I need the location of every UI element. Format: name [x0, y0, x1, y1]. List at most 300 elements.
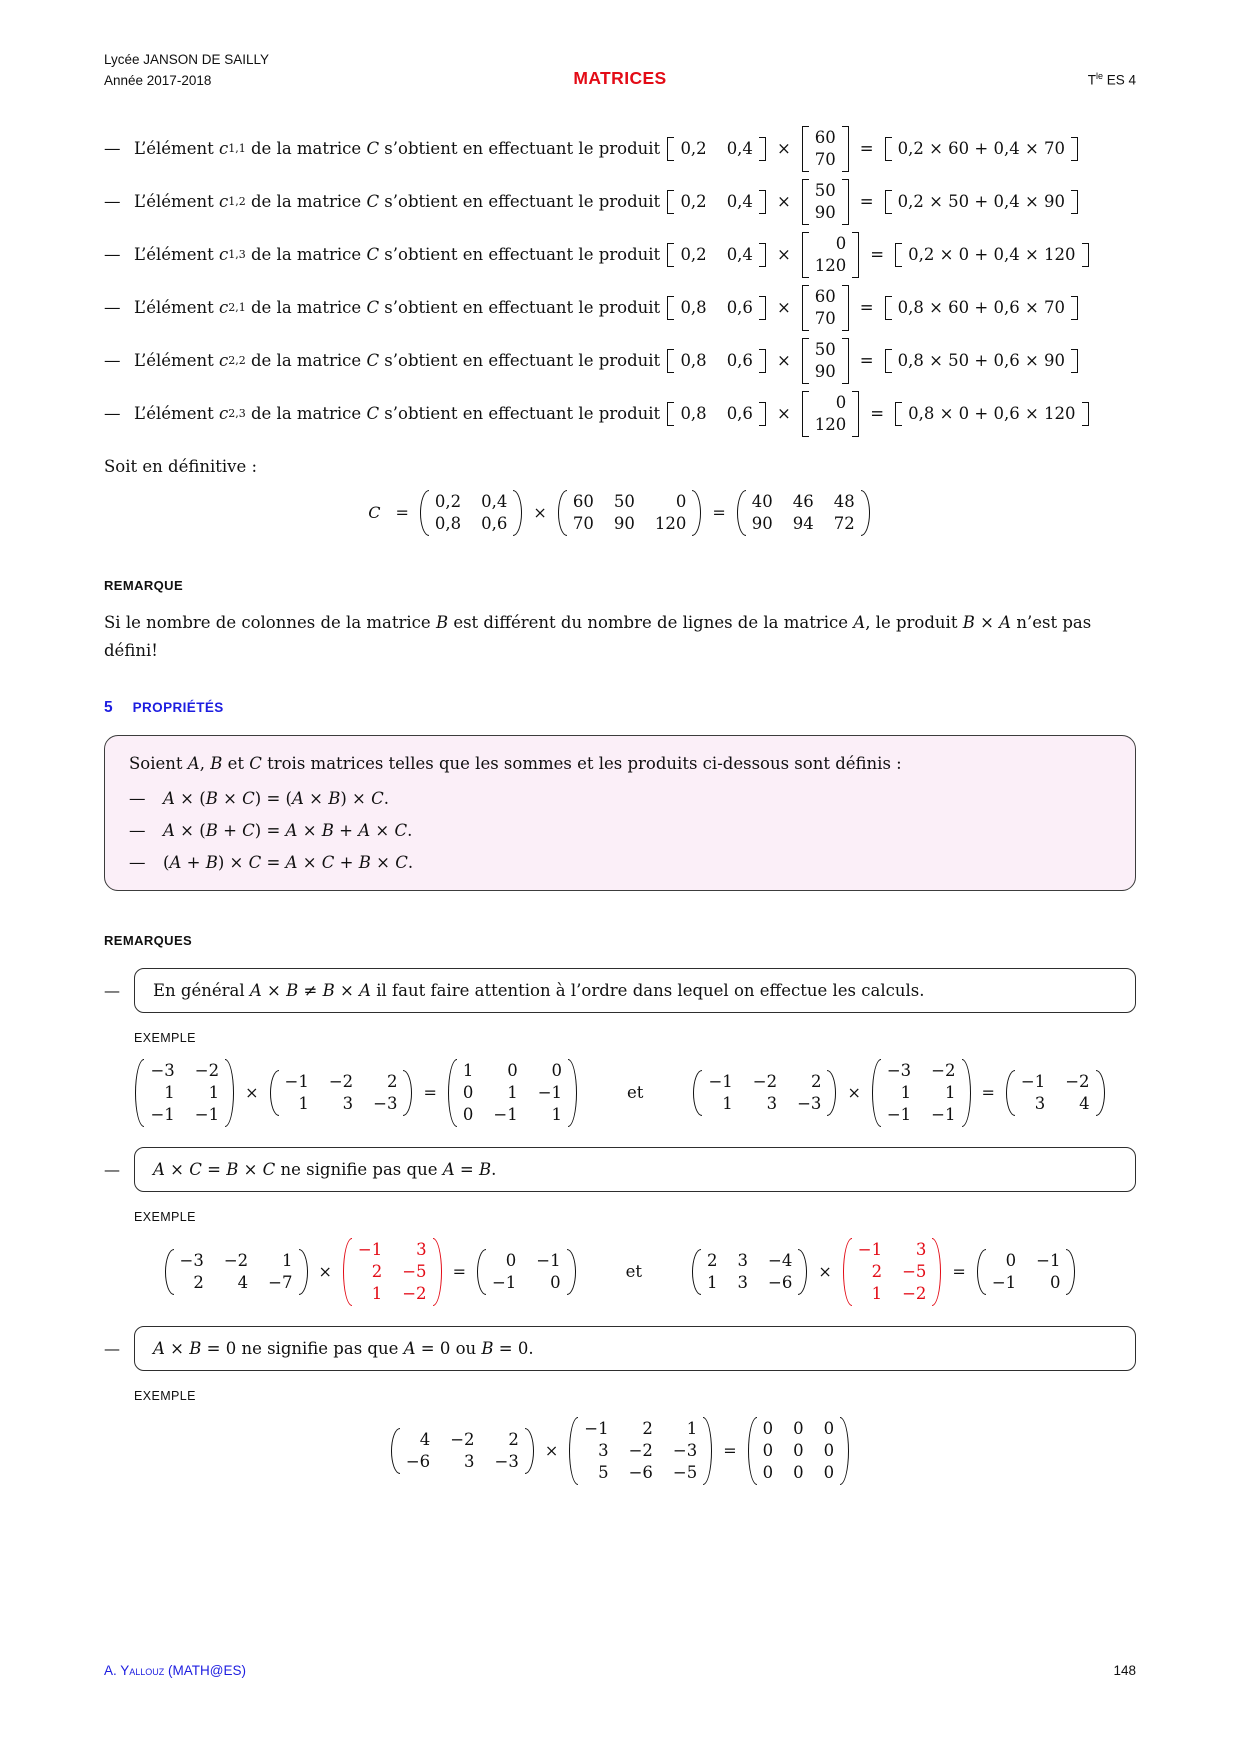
- bracket-left: [737, 490, 746, 536]
- text: .: [383, 788, 390, 808]
- bracket-left: [667, 190, 674, 214]
- matrix-cell: −6: [405, 1451, 431, 1471]
- bracket-left: [802, 285, 809, 331]
- text: L’élément: [134, 192, 219, 212]
- matrix: [270, 1070, 413, 1116]
- math-var: A: [291, 788, 304, 808]
- matrix-cell: 0,2: [680, 191, 707, 211]
- matrix-cells: [174, 1249, 299, 1295]
- matrix-cells: [892, 349, 1071, 373]
- text: ≠: [298, 980, 323, 1000]
- matrix-cells: [852, 1238, 933, 1306]
- text: .: [491, 1159, 497, 1179]
- matrix-cell: 0,2 × 50 + 0,4 × 90: [897, 191, 1066, 211]
- matrix-cell: 1: [298, 1093, 309, 1113]
- text: [246, 298, 666, 317]
- bracket-left: [843, 1238, 852, 1306]
- matrix-cell: 0,8 × 50 + 0,6 × 90: [897, 350, 1066, 370]
- math-operator: =: [981, 1083, 995, 1103]
- math-operator: ×: [544, 1441, 559, 1461]
- bracket-right: [1096, 1070, 1105, 1116]
- text: ) ×: [340, 788, 372, 808]
- bracket-right: [759, 243, 766, 267]
- remarque-text: [104, 609, 1136, 665]
- properties-intro: [129, 754, 1111, 773]
- bullet-item: [104, 338, 1136, 384]
- matrix: [802, 338, 849, 384]
- subscript: 1,3: [228, 248, 246, 262]
- matrix-cells: [429, 490, 514, 536]
- matrix-cell: 0,8: [680, 297, 707, 317]
- math-operator: ×: [776, 139, 791, 159]
- matrix-cell: 4: [419, 1429, 431, 1449]
- matrix-cell: 94: [792, 513, 814, 533]
- matrix-cell: −3: [150, 1060, 175, 1080]
- math-var: C: [394, 820, 408, 840]
- math-var: B: [205, 852, 218, 872]
- math-var: C: [242, 820, 255, 840]
- matrix-cell: 0: [793, 1462, 804, 1482]
- matrix: [135, 1059, 234, 1127]
- text: Si le nombre de colonnes de la matrice: [104, 612, 436, 632]
- bracket-left: [977, 1249, 986, 1295]
- matrix-cell: 2: [508, 1429, 519, 1449]
- matrix: [391, 1428, 534, 1474]
- matrix-cell: −1: [194, 1104, 220, 1124]
- matrix: [692, 1249, 807, 1295]
- bracket-right: [852, 391, 859, 437]
- matrix-cell: 0: [762, 1440, 774, 1460]
- bracket-left: [748, 1417, 757, 1485]
- matrix-cell: −6: [628, 1462, 653, 1482]
- text: L’élément: [134, 139, 219, 159]
- text: = 0 ne signifie pas que: [201, 1338, 404, 1358]
- section-number: 5: [104, 698, 113, 716]
- math-operator: =: [952, 1262, 966, 1282]
- matrix-cell: 0,8: [680, 350, 707, 370]
- matrix-cell: 0: [550, 1272, 561, 1292]
- math-var: A: [285, 852, 298, 872]
- matrix-cell: 3: [1034, 1093, 1046, 1113]
- math-var: C: [366, 298, 380, 318]
- definitive-label: Soit en définitive :: [104, 456, 258, 476]
- matrix-cell: −2: [1065, 1071, 1090, 1091]
- math-var: c: [218, 139, 229, 159]
- matrix-cell: 0: [793, 1418, 804, 1438]
- matrix-cell: 2: [871, 1261, 883, 1281]
- text: En général: [153, 980, 250, 1000]
- bracket-right: [513, 490, 522, 536]
- math-var: B: [328, 788, 341, 808]
- matrix: [1006, 1070, 1105, 1116]
- bracket-right: [759, 402, 766, 426]
- text: +: [181, 852, 206, 872]
- bracket-left: [885, 137, 892, 161]
- math-var: A: [187, 753, 200, 773]
- bullet-item: [104, 391, 1136, 437]
- property-formula: [163, 789, 389, 808]
- math-var: C: [366, 139, 380, 159]
- matrix-cell: 70: [572, 513, 594, 533]
- text: = 0 ou: [415, 1338, 482, 1358]
- example-equation: [104, 1238, 1136, 1306]
- matrix-cell: 0: [823, 1462, 835, 1482]
- matrix: [802, 391, 860, 437]
- bracket-right: [1071, 137, 1078, 161]
- remark-item: [104, 1147, 1136, 1192]
- bracket-left: [693, 1070, 702, 1116]
- text: ×: [974, 612, 1000, 632]
- matrix-cell: 3: [342, 1093, 354, 1113]
- math-var: C: [248, 852, 262, 872]
- matrix-cell: 0,2 × 60 + 0,4 × 70: [897, 138, 1066, 158]
- text: de la matrice: [245, 245, 367, 265]
- matrix-cells: [809, 179, 842, 225]
- matrix-cell: 0: [505, 1250, 517, 1270]
- matrix-cell: 50: [613, 491, 635, 511]
- matrix-cell: 60: [814, 127, 836, 147]
- matrix-cell: 4: [237, 1272, 249, 1292]
- bracket-left: [872, 1059, 881, 1127]
- math-var: c: [218, 298, 229, 318]
- matrix-cell: −1: [991, 1272, 1017, 1292]
- text: ×: [238, 1159, 263, 1179]
- bracket-left: [802, 232, 809, 278]
- math-var: A: [359, 980, 371, 1000]
- matrix: [895, 402, 1088, 426]
- math-operator: =: [452, 1262, 466, 1282]
- matrix: [748, 1417, 850, 1485]
- bracket-right: [798, 1249, 807, 1295]
- text: ×: [370, 852, 396, 872]
- matrix-cell: −2: [931, 1060, 956, 1080]
- dash-marker: —: [104, 192, 121, 212]
- matrix-cell: −2: [450, 1429, 475, 1449]
- bracket-left: [885, 190, 892, 214]
- bracket-left: [391, 1428, 400, 1474]
- matrix-cells: [881, 1059, 962, 1127]
- bracket-right: [759, 296, 766, 320]
- math-var: c: [218, 351, 229, 371]
- math-var: B: [205, 788, 218, 808]
- document-title: MATRICES: [573, 67, 667, 88]
- matrix-cell: 50: [814, 339, 836, 359]
- matrix-cell: 0: [1005, 1250, 1017, 1270]
- matrix-cells: [400, 1428, 525, 1474]
- text: +: [334, 852, 359, 872]
- section-title: PROPRIÉTÉS: [132, 699, 224, 715]
- math-var: B: [478, 1159, 492, 1179]
- bracket-left: [135, 1059, 144, 1127]
- matrix-cell: 2: [193, 1272, 204, 1292]
- bracket-left: [667, 137, 674, 161]
- matrix-cell: 3: [598, 1440, 609, 1460]
- matrix-cell: 40: [751, 491, 773, 511]
- dash-marker: —: [104, 404, 121, 424]
- text: de la matrice: [245, 192, 367, 212]
- matrix: [737, 490, 870, 536]
- bracket-left: [270, 1070, 279, 1116]
- exemple-label: EXEMPLE: [134, 1209, 196, 1224]
- bullet-item: [104, 126, 1136, 172]
- example-equation: [104, 1417, 1136, 1485]
- math-var: B: [435, 612, 449, 632]
- text: Soient: [129, 753, 188, 773]
- math-operator: =: [870, 404, 885, 424]
- remark-item: [104, 968, 1136, 1013]
- footer-page-number: 148: [1113, 1663, 1136, 1678]
- separator-et: et: [625, 1262, 643, 1282]
- math-operator: =: [859, 192, 874, 212]
- text: [246, 404, 666, 423]
- dash-marker: —: [129, 788, 146, 808]
- math-var: A: [153, 1338, 165, 1358]
- matrix-cell: 1: [282, 1250, 293, 1270]
- matrix-cell: 0: [835, 233, 847, 253]
- bracket-left: [895, 402, 902, 426]
- dash-marker: —: [104, 245, 121, 265]
- bracket-left: [667, 296, 674, 320]
- matrix-cell: −2: [194, 1060, 220, 1080]
- matrix: [667, 190, 766, 214]
- matrix-cells: [674, 296, 759, 320]
- matrix-cell: 0,8: [434, 513, 462, 533]
- math-var: C: [371, 788, 384, 808]
- matrix-cell: 2: [642, 1418, 653, 1438]
- matrix-cell: 0: [462, 1104, 474, 1124]
- math-operator: ×: [776, 351, 791, 371]
- math-var: c: [218, 192, 229, 212]
- matrix-cell: 3: [464, 1451, 475, 1471]
- bracket-left: [667, 402, 674, 426]
- matrix-cell: 0,4: [481, 491, 508, 511]
- matrix: [802, 232, 860, 278]
- matrix-cells: [457, 1059, 568, 1127]
- bracket-left: [569, 1417, 578, 1485]
- definitive-equation: [104, 490, 1136, 536]
- bracket-right: [1071, 190, 1078, 214]
- bullet-text: [134, 126, 1080, 172]
- remark-text: [153, 1339, 534, 1358]
- matrix-cell: 3: [766, 1093, 778, 1113]
- property-item: [129, 789, 1111, 808]
- matrix: [448, 1059, 577, 1127]
- matrix-cell: 1: [164, 1082, 175, 1102]
- math-var: C: [366, 245, 380, 265]
- text: ×: [261, 980, 287, 1000]
- text: × (: [174, 788, 206, 808]
- matrix: [667, 137, 766, 161]
- math-var: A: [853, 612, 866, 632]
- matrix-cell: 60: [572, 491, 594, 511]
- remark-text: [153, 981, 924, 1000]
- bracket-right: [703, 1417, 712, 1485]
- matrix-cells: [144, 1059, 225, 1127]
- text: [246, 245, 666, 264]
- matrix-cell: −1: [536, 1250, 561, 1270]
- text: (: [163, 852, 170, 872]
- equation-group: [389, 1417, 851, 1485]
- matrix: [558, 490, 702, 536]
- matrix-cells: [892, 296, 1071, 320]
- remark-text: [153, 1160, 496, 1179]
- matrix-cells: [1015, 1070, 1096, 1116]
- bracket-left: [885, 296, 892, 320]
- bracket-left: [802, 179, 809, 225]
- matrix-cell: −2: [328, 1071, 354, 1091]
- bracket-right: [567, 1249, 576, 1295]
- math-var: A: [169, 852, 182, 872]
- bracket-right: [1066, 1249, 1075, 1295]
- bracket-left: [885, 349, 892, 373]
- math-var: A: [163, 820, 175, 840]
- matrix: [895, 243, 1088, 267]
- bracket-left: [802, 126, 809, 172]
- subscript: 2,3: [228, 407, 246, 421]
- text: ×: [217, 788, 243, 808]
- class-sup: le: [1095, 71, 1103, 82]
- equation-group: [133, 1059, 579, 1127]
- matrix-cells: [986, 1249, 1067, 1295]
- matrix-cell: 72: [833, 513, 855, 533]
- bracket-left: [895, 243, 902, 267]
- bracket-right: [932, 1238, 941, 1306]
- math-operator: ×: [776, 404, 791, 424]
- math-var: A: [285, 820, 298, 840]
- matrix-cell: 0: [762, 1418, 774, 1438]
- matrix-cell: 0,8 × 60 + 0,6 × 70: [897, 297, 1066, 317]
- text: s’obtient en effectuant le produit: [379, 245, 666, 265]
- matrix-cell: −2: [223, 1250, 249, 1270]
- dash-marker: —: [104, 980, 120, 1000]
- bracket-right: [1082, 402, 1089, 426]
- matrix-cell: −1: [537, 1082, 563, 1102]
- math-var: B: [226, 1159, 239, 1179]
- text: =: [261, 852, 286, 872]
- text: ×: [164, 1338, 190, 1358]
- matrix: [885, 296, 1078, 320]
- equation-group: [163, 1238, 578, 1306]
- text: [246, 139, 666, 158]
- matrix-cell: −3: [886, 1060, 912, 1080]
- math-var: C: [242, 788, 255, 808]
- matrix-cells: [674, 349, 759, 373]
- matrix-cell: 1: [900, 1082, 912, 1102]
- matrix-cell: −3: [672, 1440, 698, 1460]
- text: = 0.: [493, 1338, 534, 1358]
- class-rest: ES 4: [1102, 72, 1136, 88]
- element-list: [104, 126, 1136, 437]
- matrix-cell: 60: [814, 286, 836, 306]
- matrix-cell: 50: [814, 180, 836, 200]
- math-var: B: [322, 980, 335, 1000]
- math-operator: ×: [533, 503, 547, 523]
- bracket-right: [842, 285, 849, 331]
- bracket-right: [861, 490, 870, 536]
- text: n’est pas défini!: [104, 612, 1092, 660]
- matrix-cells: [809, 285, 842, 331]
- bracket-left: [802, 391, 809, 437]
- exemple-label: EXEMPLE: [134, 1030, 196, 1045]
- text: +: [333, 820, 359, 840]
- equation-group: [690, 1238, 1077, 1306]
- matrix: [667, 243, 766, 267]
- bracket-right: [1082, 243, 1089, 267]
- matrix-cells: [809, 391, 853, 437]
- bullet-text: [134, 285, 1080, 331]
- math-var: C: [189, 1159, 202, 1179]
- bracket-right: [759, 190, 766, 214]
- dash-marker: —: [104, 1338, 120, 1358]
- text: , le produit: [865, 612, 963, 632]
- text: ×: [334, 980, 360, 1000]
- math-operator: =: [870, 245, 885, 265]
- math-operator: ×: [245, 1083, 259, 1103]
- matrix-cell: 0,6: [726, 297, 753, 317]
- bracket-right: [525, 1428, 534, 1474]
- matrix-cell: −1: [1036, 1250, 1061, 1270]
- math-var: C: [368, 503, 381, 523]
- text: L’élément: [134, 298, 219, 318]
- bullet-text: [134, 338, 1080, 384]
- math-var: c: [218, 404, 229, 424]
- matrix-red: [843, 1238, 942, 1306]
- matrix-cells: [809, 126, 842, 172]
- matrix: [802, 179, 849, 225]
- math-operator: ×: [776, 298, 791, 318]
- matrix-cell: 1: [945, 1082, 956, 1102]
- text: +: [217, 820, 243, 840]
- dash-marker: —: [104, 351, 121, 371]
- matrix-cell: 0,2: [680, 138, 707, 158]
- text: s’obtient en effectuant le produit: [379, 298, 666, 318]
- matrix-cell: −2: [752, 1071, 778, 1091]
- math-operator: =: [423, 1083, 437, 1103]
- remark-box: [134, 1147, 1136, 1192]
- math-var: C: [321, 852, 335, 872]
- matrix-cell: 2: [810, 1071, 822, 1091]
- matrix-cell: 0,4: [726, 191, 753, 211]
- bracket-right: [842, 126, 849, 172]
- matrix-cell: 1: [371, 1283, 383, 1303]
- matrix-cell: 3: [915, 1239, 927, 1259]
- matrix-cell: −3: [494, 1451, 519, 1471]
- text: s’obtient en effectuant le produit: [379, 192, 666, 212]
- matrix-cell: 1: [686, 1418, 698, 1438]
- matrix: [569, 1417, 712, 1485]
- matrix-cell: 1: [507, 1082, 518, 1102]
- matrix-cell: 1: [208, 1082, 220, 1102]
- math-operator: ×: [847, 1083, 861, 1103]
- matrix-cell: 3: [416, 1239, 427, 1259]
- matrix-cell: −6: [768, 1272, 793, 1292]
- matrix: [885, 349, 1078, 373]
- bracket-left: [667, 349, 674, 373]
- property-item: [129, 821, 1111, 840]
- example-equation: [104, 1059, 1136, 1127]
- text: ×: [303, 788, 329, 808]
- matrix-cells: [486, 1249, 567, 1295]
- bracket-right: [1071, 349, 1078, 373]
- subscript: 1,1: [228, 142, 246, 156]
- property-formula: [163, 853, 413, 872]
- math-operator: ×: [318, 1262, 332, 1282]
- text: =: [201, 1159, 227, 1179]
- matrix-cell: −1: [1020, 1071, 1046, 1091]
- text: L’élément: [134, 351, 219, 371]
- math-var: B: [962, 612, 975, 632]
- matrix: [872, 1059, 971, 1127]
